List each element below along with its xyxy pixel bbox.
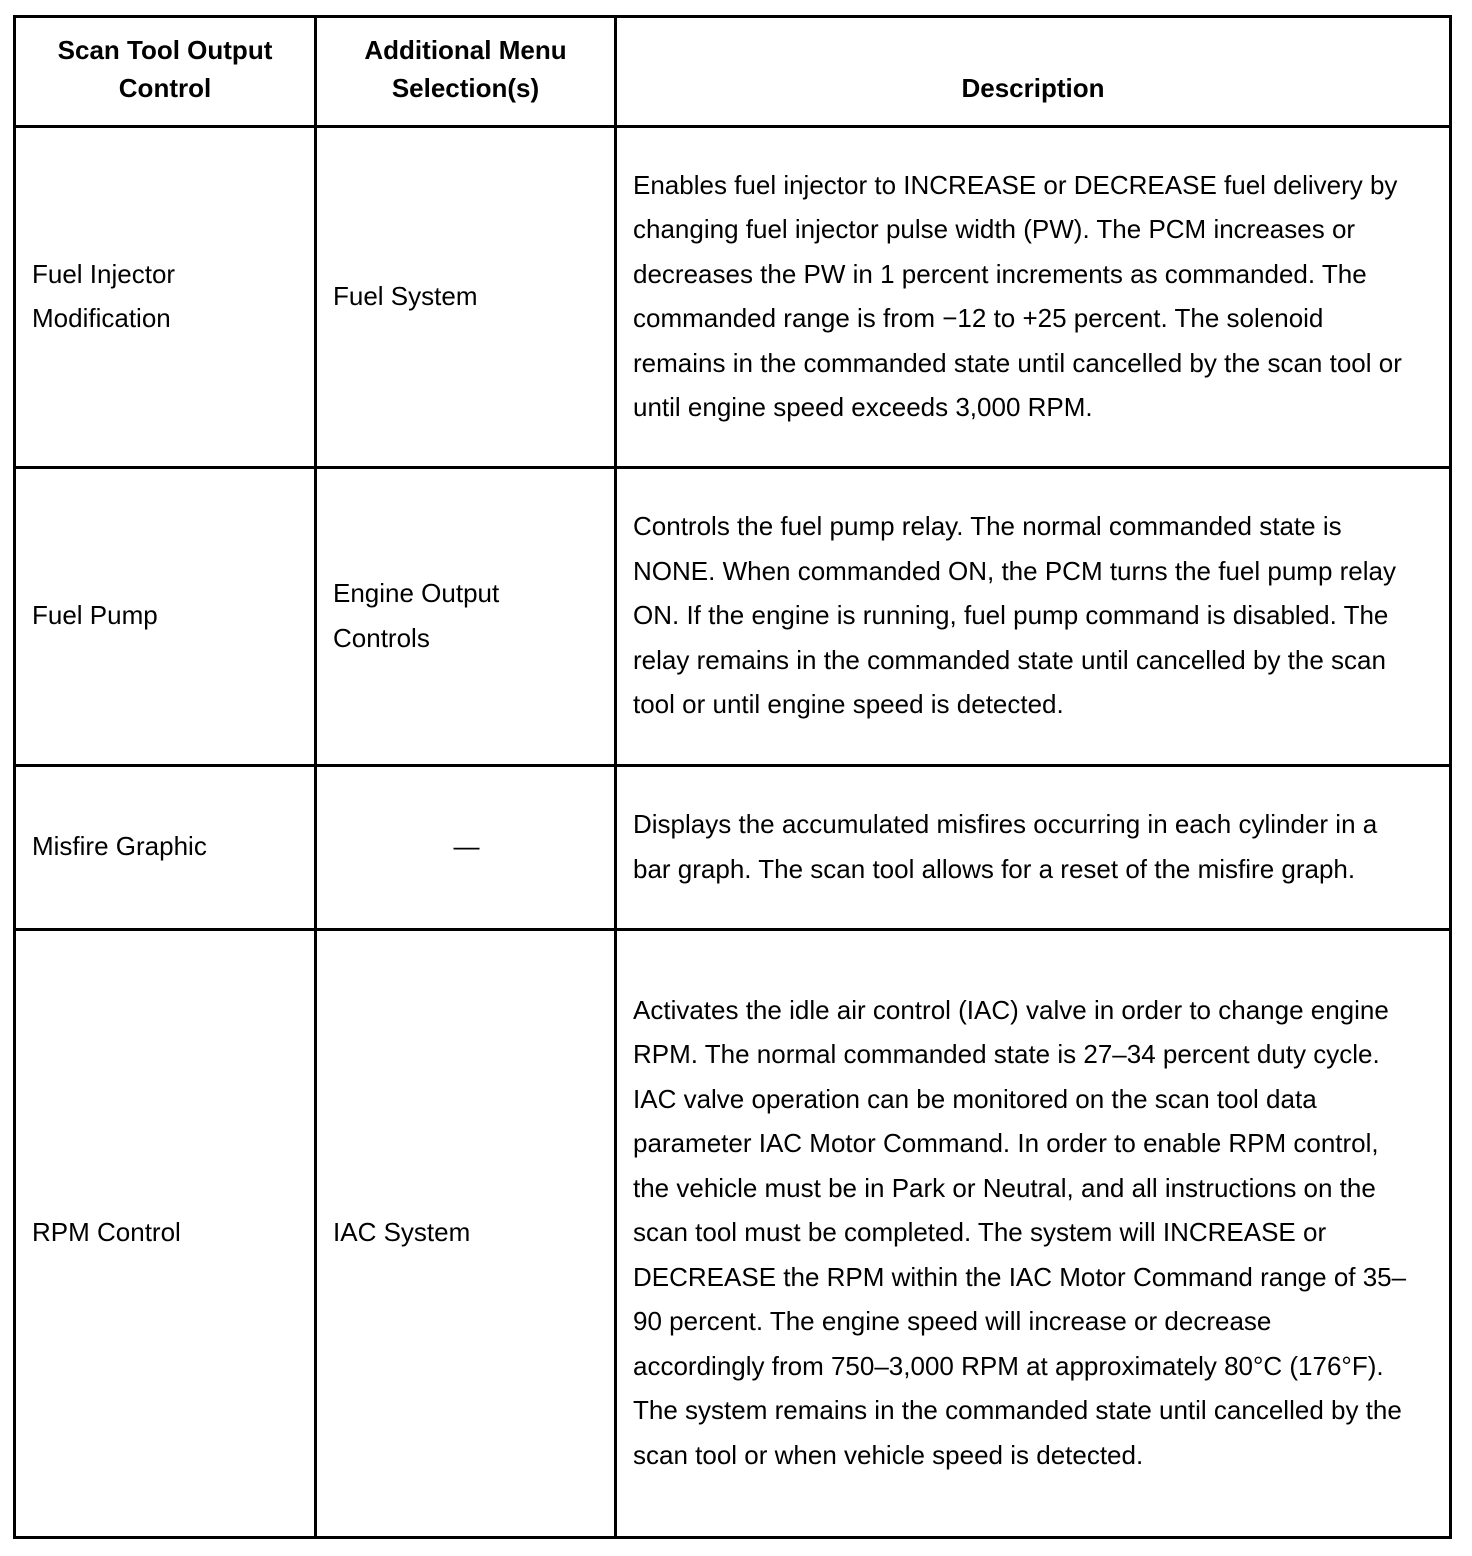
cell-control: Fuel Pump: [15, 468, 316, 766]
cell-description: Enables fuel injector to INCREASE or DECREASE fuel delivery by changing fuel injector pulse width (PW). The PCM increases or decreases the PW in 1 percent increments as commanded. The commanded range is from −12 to +25 percent. The solenoid remains in the commanded state until cancelled by the scan tool or until engine speed exceeds 3,000 RPM.: [616, 127, 1451, 468]
cell-description: Activates the idle air control (IAC) valve in order to change engine RPM. The normal commanded state is 27–34 percent duty cycle. IAC valve operation can be monitored on the scan tool data parameter IAC Motor Command. In order to enable RPM control, the vehicle must be in Park or Neutral, and all instructions on the scan tool must be completed. The system will INCREASE or DECREASE the RPM within the IAC Motor Command range of 35–90 percent. The engine speed will increase or decrease accordingly from 750–3,000 RPM at approximately 80°C (176°F). The system remains in the commanded state until cancelled by the scan tool or when vehicle speed is detected.: [616, 930, 1451, 1538]
header-description: Description: [616, 17, 1451, 127]
table-row: [15, 930, 1451, 1538]
cell-menu: —: [316, 766, 616, 930]
cell-menu: Fuel System: [316, 127, 616, 468]
cell-description: Controls the fuel pump relay. The normal commanded state is NONE. When commanded ON, the PCM turns the fuel pump relay ON. If the engine is running, fuel pump command is disabled. The relay remains in the commanded state until cancelled by the scan tool or until engine speed is detected.: [616, 468, 1451, 766]
table-row: [15, 468, 1451, 766]
cell-control: RPM Control: [15, 930, 316, 1538]
cell-menu: IAC System: [316, 930, 616, 1538]
output-controls-table: [13, 15, 1452, 1539]
cell-menu: Engine Output Controls: [316, 468, 616, 766]
cell-description: Displays the accumulated misfires occurring in each cylinder in a bar graph. The scan tool allows for a reset of the misfire graph.: [616, 766, 1451, 930]
table-row: [15, 766, 1451, 930]
header-control: Scan Tool Output Control: [15, 17, 316, 127]
header-menu: Additional Menu Selection(s): [316, 17, 616, 127]
header-row: [15, 17, 1451, 127]
cell-control: Fuel Injector Modification: [15, 127, 316, 468]
table-row: [15, 127, 1451, 468]
cell-control: Misfire Graphic: [15, 766, 316, 930]
